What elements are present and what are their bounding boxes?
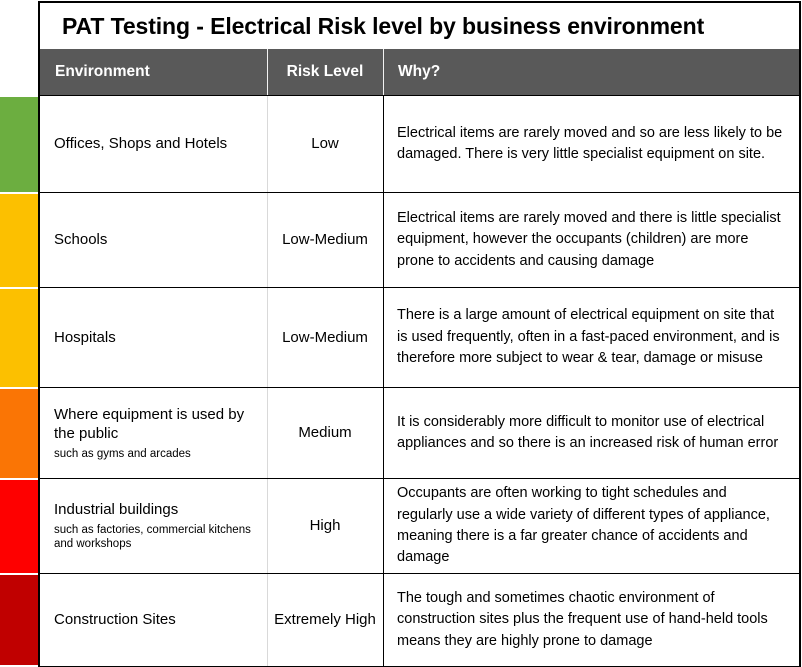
table-row xyxy=(40,96,799,193)
risk-color-strip xyxy=(0,288,38,388)
cell-environment xyxy=(40,288,267,387)
table-row xyxy=(40,479,799,574)
page-title: PAT Testing - Electrical Risk level by business environment xyxy=(62,12,705,39)
why-description: Electrical items are rarely moved and so are less likely to be damaged. There is very little specialist equipment on site. xyxy=(397,124,783,162)
cell-risk-level xyxy=(267,479,383,573)
risk-color-strip xyxy=(0,574,38,666)
environment-name: Hospitals xyxy=(54,328,116,346)
environment-name: Construction Sites xyxy=(54,611,176,629)
title-band xyxy=(38,1,801,49)
cell-risk-level xyxy=(267,388,383,478)
column-header-risk-level xyxy=(267,49,383,95)
why-description: Electrical items are rarely moved and there is little specialist equipment, however the occupants (children) are more prone to accidents and causing damage xyxy=(397,209,781,269)
environment-name: Where equipment is used by the public xyxy=(54,405,245,443)
risk-level-value: Low-Medium xyxy=(282,328,368,346)
table-row xyxy=(40,388,799,479)
environment-name: Schools xyxy=(54,231,108,249)
cell-why xyxy=(383,574,795,666)
cell-environment xyxy=(40,193,267,287)
why-description: It is considerably more difficult to monitor use of electrical appliances and so there is an increased risk of human error xyxy=(397,413,779,451)
cell-why xyxy=(383,96,795,192)
table-header-row xyxy=(38,49,801,95)
risk-color-strip xyxy=(0,96,38,193)
risk-level-value: High xyxy=(309,517,341,535)
column-header-environment xyxy=(40,49,267,95)
cell-risk-level xyxy=(267,96,383,192)
risk-color-strip xyxy=(0,388,38,479)
cell-environment xyxy=(40,479,267,573)
cell-environment xyxy=(40,388,267,478)
environment-subtext: such as gyms and arcades xyxy=(54,447,191,460)
cell-why xyxy=(383,479,795,573)
why-description: Occupants are often working to tight schedules and regularly use a wide variety of different types of appliance, meaning there is a far greater chance of accidents and damage xyxy=(397,485,770,566)
column-header-why xyxy=(383,49,799,95)
table-row xyxy=(40,193,799,288)
cell-risk-level xyxy=(267,574,383,666)
cell-why xyxy=(383,193,795,287)
cell-environment xyxy=(40,574,267,666)
cell-why xyxy=(383,288,795,387)
cell-why xyxy=(383,388,795,478)
table-row xyxy=(40,574,799,666)
environment-name: Industrial buildings xyxy=(54,501,179,519)
column-header-environment-label: Environment xyxy=(55,63,150,80)
risk-level-value: Low-Medium xyxy=(282,231,368,249)
column-header-why-label: Why? xyxy=(398,63,441,80)
risk-color-strip xyxy=(0,193,38,288)
cell-risk-level xyxy=(267,193,383,287)
why-description: There is a large amount of electrical equipment on site that is used frequently, often in a fast-paced environment, and is therefore more subject to wear & tear, damage or misuse xyxy=(397,307,780,367)
table-row xyxy=(40,288,799,388)
risk-level-value: Extremely High xyxy=(274,611,376,629)
risk-level-value: Medium xyxy=(298,424,352,442)
why-description: The tough and sometimes chaotic environment of construction sites plus the frequent use of hand-held tools means they are highly prone to damage xyxy=(397,589,768,649)
risk-color-strip-column xyxy=(0,96,38,667)
environment-name: Offices, Shops and Hotels xyxy=(54,135,228,153)
risk-color-strip xyxy=(0,479,38,574)
table-body xyxy=(38,95,801,667)
column-header-risk-level-label: Risk Level xyxy=(286,63,364,80)
risk-level-value: Low xyxy=(311,135,339,153)
environment-subtext: such as factories, commercial kitchens and workshops xyxy=(54,523,251,551)
cell-environment xyxy=(40,96,267,192)
cell-risk-level xyxy=(267,288,383,387)
